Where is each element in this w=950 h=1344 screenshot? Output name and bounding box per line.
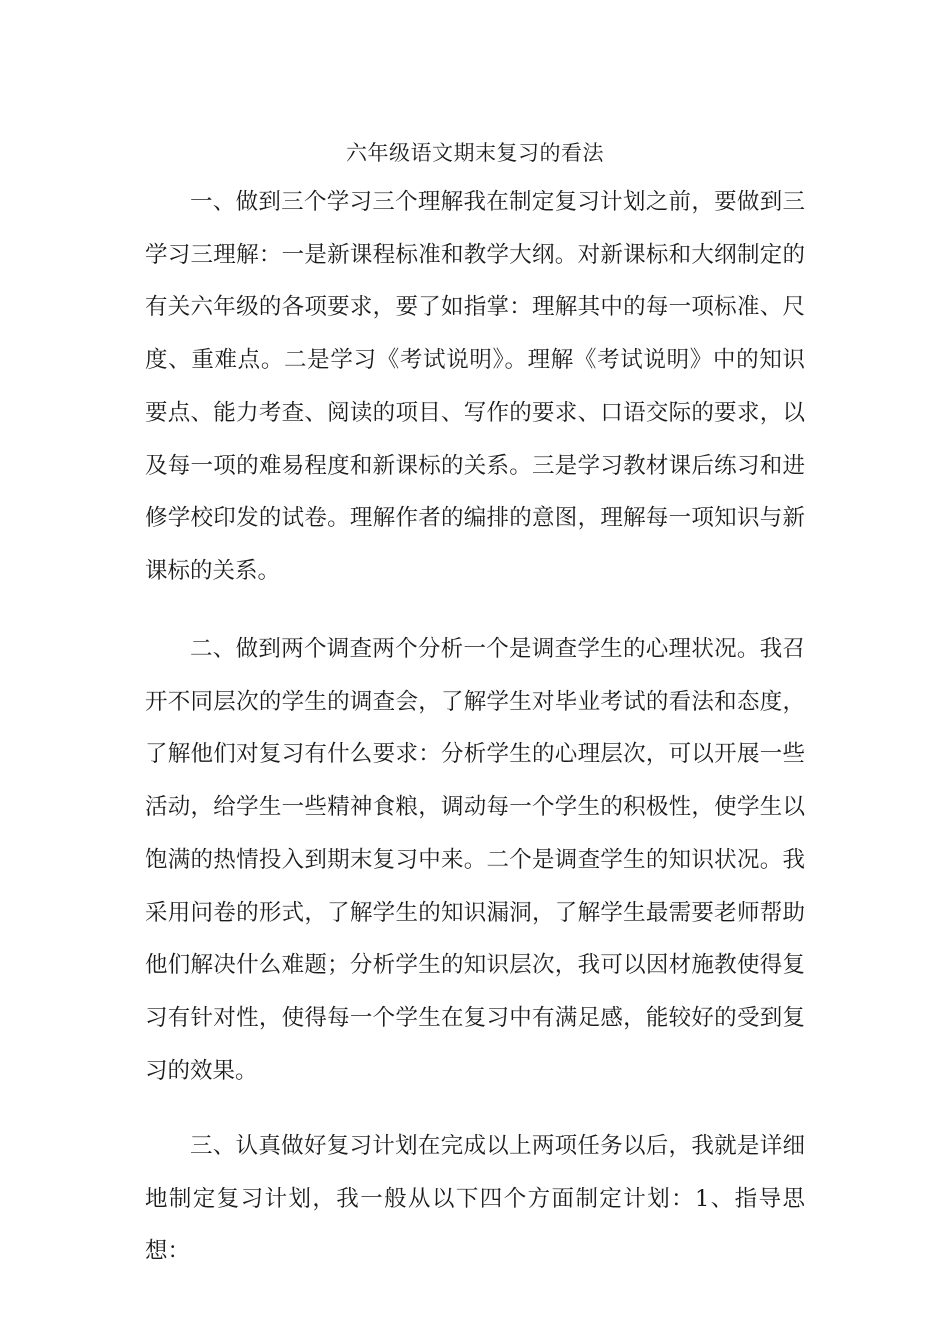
paragraph-3: 三、认真做好复习计划在完成以上两项任务以后，我就是详细地制定复习计划，我一般从以下四个方面制定计划：1、指导思想： (145, 1133, 805, 1265)
document-title: 六年级语文期末复习的看法 (346, 141, 604, 165)
paragraph-1: 一、做到三个学习三个理解我在制定复习计划之前，要做到三学习三理解：一是新课程标准和教学大纲。对新课标和大纲制定的有关六年级的各项要求，要了如指掌：理解其中的每一项标准、尺度、重难点。二是学习《考试说明》。理解《考试说明》中的知识要点、能力考查、阅读的项目、写作的要求、口语交际的要求，以及每一项的难易程度和新课标的关系。三是学习教材课后练习和进修学校印发的试卷。理解作者的编排的意图，理解每一项知识与新课标的关系。 (145, 189, 805, 584)
paragraph-2: 二、做到两个调查两个分析一个是调查学生的心理状况。我召开不同层次的学生的调查会，了解学生对毕业考试的看法和态度，了解他们对复习有什么要求：分析学生的心理层次，可以开展一些活动，给学生一些精神食粮，调动每一个学生的积极性，使学生以饱满的热情投入到期末复习中来。二个是调查学生的知识状况。我采用问卷的形式，了解学生的知识漏洞，了解学生最需要老师帮助他们解决什么难题；分析学生的知识层次，我可以因材施教使得复习有针对性，使得每一个学生在复习中有满足感，能较好的受到复习的效果。 (145, 636, 805, 1084)
